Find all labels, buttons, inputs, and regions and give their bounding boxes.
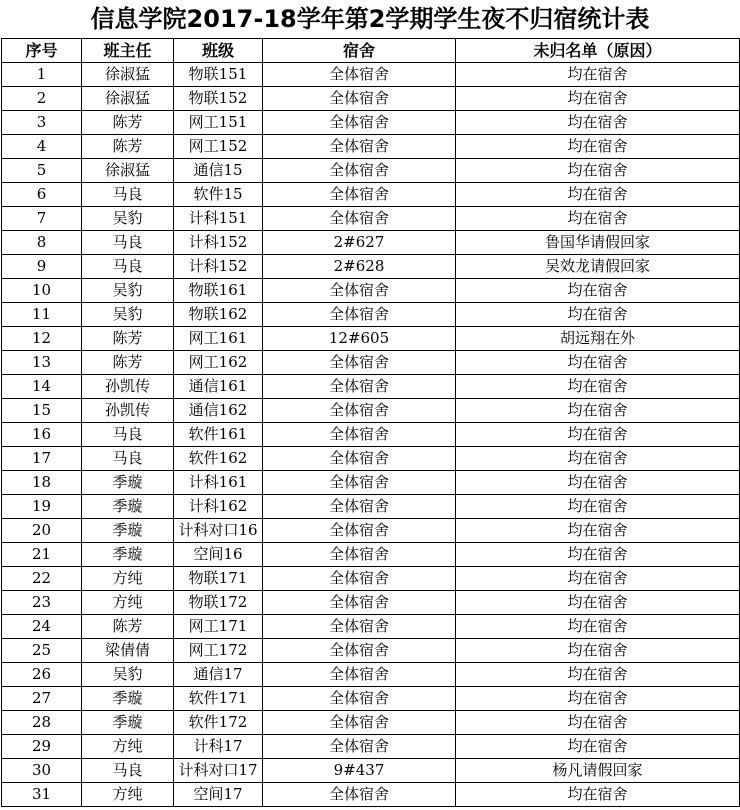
table-row <box>2 135 740 159</box>
cell-class: 物联161 <box>174 279 263 303</box>
cell-dorm: 全体宿舍 <box>263 711 456 735</box>
cell-absentees: 均在宿舍 <box>456 111 740 135</box>
cell-teacher: 季璇 <box>82 543 174 567</box>
cell-index: 27 <box>2 687 82 711</box>
cell-absentees: 均在宿舍 <box>456 423 740 447</box>
table-row <box>2 615 740 639</box>
cell-class: 计科对口17 <box>174 759 263 783</box>
table-row <box>2 399 740 423</box>
cell-teacher: 方纯 <box>82 591 174 615</box>
cell-dorm: 全体宿舍 <box>263 567 456 591</box>
cell-dorm: 全体宿舍 <box>263 495 456 519</box>
cell-dorm: 全体宿舍 <box>263 63 456 87</box>
sheet-title: 信息学院2017-18学年第2学期学生夜不归宿统计表 <box>90 5 650 33</box>
cell-class: 软件15 <box>174 183 263 207</box>
cell-dorm: 全体宿舍 <box>263 183 456 207</box>
cell-index: 31 <box>2 783 82 807</box>
table-row <box>2 447 740 471</box>
cell-teacher: 陈芳 <box>82 111 174 135</box>
cell-teacher: 季璇 <box>82 711 174 735</box>
cell-absentees: 胡远翔在外 <box>456 327 740 351</box>
cell-absentees: 均在宿舍 <box>456 63 740 87</box>
cell-absentees: 均在宿舍 <box>456 783 740 807</box>
cell-index: 30 <box>2 759 82 783</box>
cell-dorm: 全体宿舍 <box>263 303 456 327</box>
cell-dorm: 全体宿舍 <box>263 615 456 639</box>
cell-dorm: 2#627 <box>263 231 456 255</box>
cell-index: 4 <box>2 135 82 159</box>
cell-dorm: 全体宿舍 <box>263 87 456 111</box>
cell-index: 19 <box>2 495 82 519</box>
cell-teacher: 马良 <box>82 447 174 471</box>
cell-index: 9 <box>2 255 82 279</box>
cell-index: 6 <box>2 183 82 207</box>
cell-dorm: 全体宿舍 <box>263 471 456 495</box>
cell-teacher: 方纯 <box>82 783 174 807</box>
cell-class: 通信17 <box>174 663 263 687</box>
cell-dorm: 全体宿舍 <box>263 375 456 399</box>
cell-index: 16 <box>2 423 82 447</box>
cell-dorm: 全体宿舍 <box>263 687 456 711</box>
cell-dorm: 9#437 <box>263 759 456 783</box>
cell-absentees: 均在宿舍 <box>456 639 740 663</box>
table-row <box>2 735 740 759</box>
cell-index: 20 <box>2 519 82 543</box>
cell-teacher: 陈芳 <box>82 135 174 159</box>
cell-dorm: 全体宿舍 <box>263 279 456 303</box>
cell-absentees: 均在宿舍 <box>456 399 740 423</box>
cell-teacher: 孙凯传 <box>82 399 174 423</box>
cell-teacher: 孙凯传 <box>82 375 174 399</box>
cell-dorm: 全体宿舍 <box>263 111 456 135</box>
table-row <box>2 567 740 591</box>
table-row <box>2 543 740 567</box>
cell-index: 17 <box>2 447 82 471</box>
cell-absentees: 均在宿舍 <box>456 351 740 375</box>
cell-absentees: 均在宿舍 <box>456 135 740 159</box>
table-row <box>2 255 740 279</box>
cell-index: 8 <box>2 231 82 255</box>
table-row <box>2 159 740 183</box>
cell-class: 计科162 <box>174 495 263 519</box>
header-class: 班级 <box>174 39 263 63</box>
cell-dorm: 全体宿舍 <box>263 519 456 543</box>
cell-absentees: 均在宿舍 <box>456 687 740 711</box>
cell-class: 软件172 <box>174 711 263 735</box>
cell-teacher: 季璇 <box>82 495 174 519</box>
cell-dorm: 全体宿舍 <box>263 159 456 183</box>
cell-teacher: 陈芳 <box>82 615 174 639</box>
table-row <box>2 183 740 207</box>
cell-dorm: 全体宿舍 <box>263 447 456 471</box>
cell-teacher: 马良 <box>82 255 174 279</box>
cell-class: 计科152 <box>174 255 263 279</box>
cell-class: 网工161 <box>174 327 263 351</box>
cell-teacher: 方纯 <box>82 735 174 759</box>
table-row <box>2 495 740 519</box>
cell-absentees: 吴效龙请假回家 <box>456 255 740 279</box>
cell-index: 26 <box>2 663 82 687</box>
table-row <box>2 687 740 711</box>
table-row <box>2 423 740 447</box>
cell-class: 网工171 <box>174 615 263 639</box>
cell-teacher: 季璇 <box>82 519 174 543</box>
cell-index: 5 <box>2 159 82 183</box>
cell-teacher: 季璇 <box>82 471 174 495</box>
cell-index: 1 <box>2 63 82 87</box>
table-row <box>2 327 740 351</box>
cell-index: 13 <box>2 351 82 375</box>
cell-class: 通信15 <box>174 159 263 183</box>
cell-dorm: 全体宿舍 <box>263 663 456 687</box>
cell-class: 计科17 <box>174 735 263 759</box>
cell-class: 空间16 <box>174 543 263 567</box>
cell-absentees: 均在宿舍 <box>456 447 740 471</box>
table-row <box>2 759 740 783</box>
cell-index: 25 <box>2 639 82 663</box>
cell-class: 物联152 <box>174 87 263 111</box>
cell-index: 15 <box>2 399 82 423</box>
cell-index: 7 <box>2 207 82 231</box>
table-row <box>2 231 740 255</box>
cell-class: 空间17 <box>174 783 263 807</box>
cell-teacher: 吴豹 <box>82 303 174 327</box>
cell-teacher: 马良 <box>82 759 174 783</box>
header-teacher: 班主任 <box>82 39 174 63</box>
cell-teacher: 徐淑猛 <box>82 159 174 183</box>
cell-class: 物联151 <box>174 63 263 87</box>
cell-teacher: 吴豹 <box>82 279 174 303</box>
cell-index: 24 <box>2 615 82 639</box>
cell-index: 28 <box>2 711 82 735</box>
cell-teacher: 吴豹 <box>82 663 174 687</box>
cell-teacher: 马良 <box>82 423 174 447</box>
cell-index: 14 <box>2 375 82 399</box>
statistics-table <box>1 38 740 807</box>
cell-index: 22 <box>2 567 82 591</box>
cell-class: 网工172 <box>174 639 263 663</box>
cell-absentees: 均在宿舍 <box>456 567 740 591</box>
cell-teacher: 陈芳 <box>82 327 174 351</box>
header-index: 序号 <box>2 39 82 63</box>
cell-dorm: 全体宿舍 <box>263 591 456 615</box>
cell-absentees: 均在宿舍 <box>456 471 740 495</box>
cell-index: 11 <box>2 303 82 327</box>
cell-class: 计科152 <box>174 231 263 255</box>
cell-absentees: 均在宿舍 <box>456 207 740 231</box>
cell-absentees: 均在宿舍 <box>456 519 740 543</box>
cell-absentees: 均在宿舍 <box>456 663 740 687</box>
table-row <box>2 375 740 399</box>
cell-class: 计科对口16 <box>174 519 263 543</box>
cell-absentees: 均在宿舍 <box>456 159 740 183</box>
cell-absentees: 杨凡请假回家 <box>456 759 740 783</box>
cell-class: 物联172 <box>174 591 263 615</box>
table-row <box>2 639 740 663</box>
cell-index: 23 <box>2 591 82 615</box>
cell-index: 21 <box>2 543 82 567</box>
header-absentees: 未归名单（原因） <box>456 39 740 63</box>
cell-teacher: 吴豹 <box>82 207 174 231</box>
cell-teacher: 徐淑猛 <box>82 87 174 111</box>
table-row <box>2 519 740 543</box>
cell-class: 计科151 <box>174 207 263 231</box>
table-row <box>2 111 740 135</box>
cell-dorm: 全体宿舍 <box>263 639 456 663</box>
cell-class: 物联171 <box>174 567 263 591</box>
table-row <box>2 303 740 327</box>
cell-absentees: 均在宿舍 <box>456 591 740 615</box>
cell-index: 10 <box>2 279 82 303</box>
cell-class: 网工152 <box>174 135 263 159</box>
cell-class: 通信162 <box>174 399 263 423</box>
table-row <box>2 63 740 87</box>
cell-teacher: 马良 <box>82 183 174 207</box>
cell-class: 软件162 <box>174 447 263 471</box>
table-row <box>2 471 740 495</box>
cell-class: 物联162 <box>174 303 263 327</box>
cell-teacher: 梁倩倩 <box>82 639 174 663</box>
cell-dorm: 2#628 <box>263 255 456 279</box>
cell-class: 通信161 <box>174 375 263 399</box>
table-row <box>2 663 740 687</box>
cell-absentees: 均在宿舍 <box>456 615 740 639</box>
table-row <box>2 87 740 111</box>
cell-absentees: 均在宿舍 <box>456 375 740 399</box>
table-row <box>2 207 740 231</box>
header-row <box>2 39 740 63</box>
cell-class: 网工151 <box>174 111 263 135</box>
table-row <box>2 783 740 807</box>
cell-absentees: 均在宿舍 <box>456 543 740 567</box>
cell-index: 2 <box>2 87 82 111</box>
cell-class: 网工162 <box>174 351 263 375</box>
cell-absentees: 均在宿舍 <box>456 183 740 207</box>
cell-dorm: 全体宿舍 <box>263 207 456 231</box>
table-row <box>2 351 740 375</box>
cell-absentees: 均在宿舍 <box>456 711 740 735</box>
cell-dorm: 12#605 <box>263 327 456 351</box>
cell-teacher: 季璇 <box>82 687 174 711</box>
cell-teacher: 马良 <box>82 231 174 255</box>
cell-index: 3 <box>2 111 82 135</box>
cell-class: 软件161 <box>174 423 263 447</box>
cell-absentees: 鲁国华请假回家 <box>456 231 740 255</box>
cell-index: 29 <box>2 735 82 759</box>
cell-absentees: 均在宿舍 <box>456 87 740 111</box>
cell-index: 18 <box>2 471 82 495</box>
cell-index: 12 <box>2 327 82 351</box>
cell-dorm: 全体宿舍 <box>263 399 456 423</box>
cell-class: 软件171 <box>174 687 263 711</box>
table-row <box>2 279 740 303</box>
cell-dorm: 全体宿舍 <box>263 351 456 375</box>
cell-dorm: 全体宿舍 <box>263 543 456 567</box>
cell-absentees: 均在宿舍 <box>456 279 740 303</box>
cell-teacher: 陈芳 <box>82 351 174 375</box>
table-row <box>2 591 740 615</box>
header-dorm: 宿舍 <box>263 39 456 63</box>
cell-dorm: 全体宿舍 <box>263 735 456 759</box>
cell-absentees: 均在宿舍 <box>456 495 740 519</box>
cell-teacher: 方纯 <box>82 567 174 591</box>
cell-dorm: 全体宿舍 <box>263 135 456 159</box>
cell-dorm: 全体宿舍 <box>263 423 456 447</box>
cell-absentees: 均在宿舍 <box>456 303 740 327</box>
cell-teacher: 徐淑猛 <box>82 63 174 87</box>
cell-class: 计科161 <box>174 471 263 495</box>
cell-dorm: 全体宿舍 <box>263 783 456 807</box>
cell-absentees: 均在宿舍 <box>456 735 740 759</box>
table-row <box>2 711 740 735</box>
